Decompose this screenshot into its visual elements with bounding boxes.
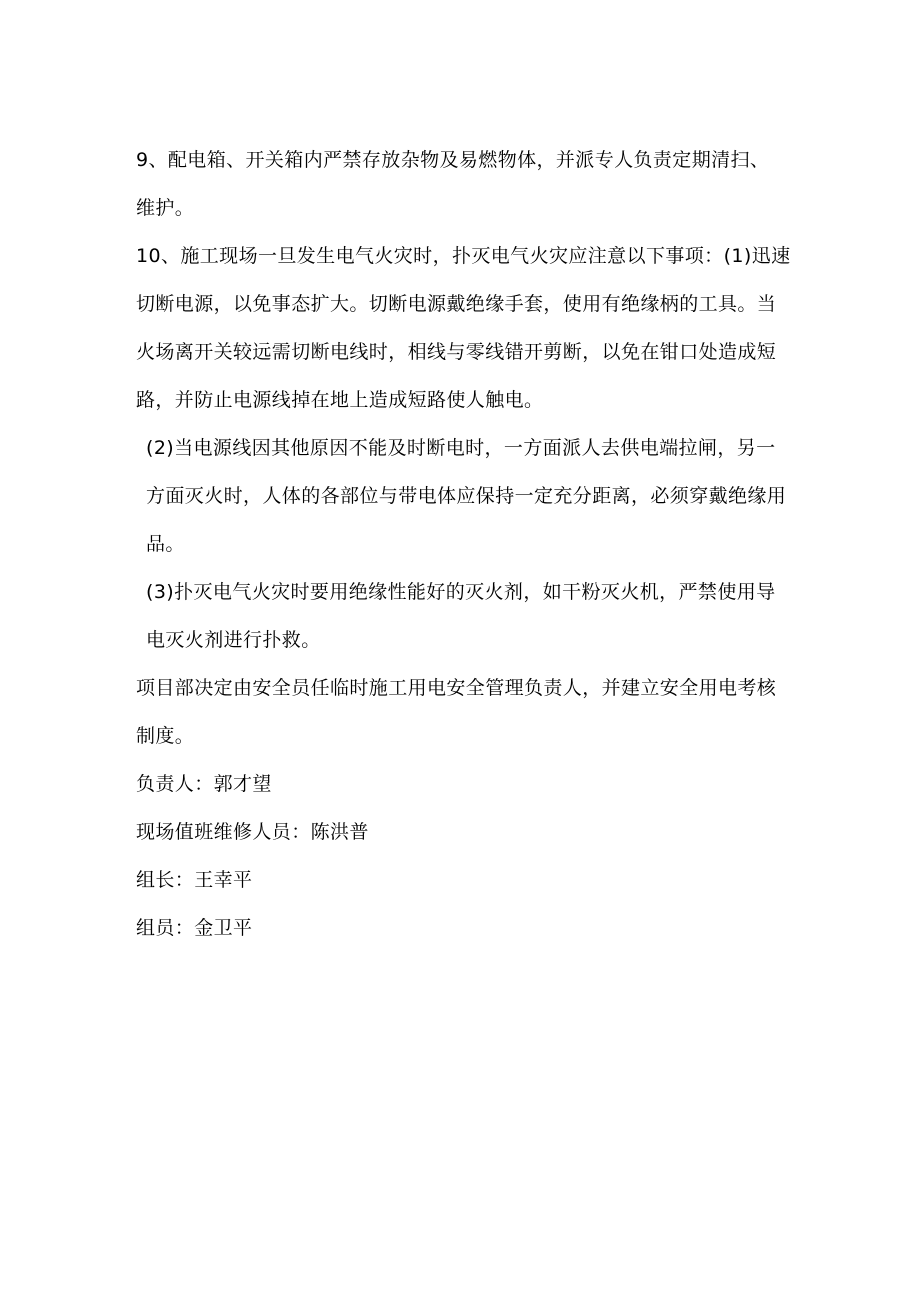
text-line: 现场值班维修人员：陈洪普 [136,821,369,843]
maintenance-staff [136,808,796,856]
paragraph-decision [136,664,796,760]
text-line: 方面灭火时，人体的各部位与带电体应保持一定充分距离，必须穿戴绝缘用 [146,485,787,507]
text-line: 10、施工现场一旦发生电气火灾时，扑灭电气火灾应注意以下事项：(1)迅速 [136,245,791,267]
text-line: 路，并防止电源线掉在地上造成短路使人触电。 [136,389,544,411]
text-line: 电灭火剂进行扑救。 [146,629,321,651]
person-in-charge [136,760,796,808]
text-line: 9、配电箱、开关箱内严禁存放杂物及易燃物体，并派专人负责定期清扫、 [136,149,770,171]
text-line: 项目部决定由安全员任临时施工用电安全管理负责人，并建立安全用电考核 [136,677,777,699]
paragraph-item-10-3 [136,568,796,664]
text-line: 组长：王幸平 [136,869,253,891]
text-line: (2)当电源线因其他原因不能及时断电时，一方面派人去供电端拉闸，另一 [146,437,776,459]
text-line: (3)扑灭电气火灾时要用绝缘性能好的灭火剂，如干粉灭火机，严禁使用导 [146,581,776,603]
text-line: 切断电源，以免事态扩大。切断电源戴绝缘手套，使用有绝缘柄的工具。当 [136,293,777,315]
group-member [136,904,796,952]
text-line: 负责人：郭才望 [136,773,272,795]
text-line: 组员：金卫平 [136,917,253,939]
text-line: 火场离开关较远需切断电线时，相线与零线错开剪断，以免在钳口处造成短 [136,341,777,363]
paragraph-item-10-2 [136,424,796,568]
paragraph-item-10 [136,232,796,424]
text-line: 制度。 [136,725,195,747]
group-leader [136,856,796,904]
document-body [136,136,796,952]
text-line: 品。 [146,533,185,555]
paragraph-item-9 [136,136,796,232]
text-line: 维护。 [136,197,195,219]
